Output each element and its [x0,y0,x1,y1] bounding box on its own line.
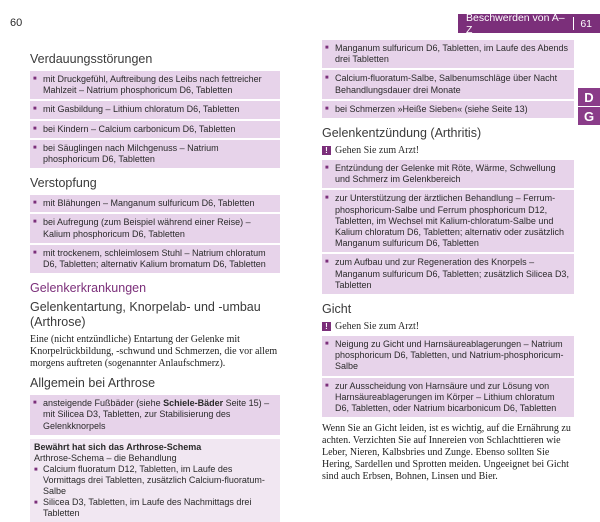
list-item: ■ mit Gasbildung – Lithium chloratum D6, Tabletten [30,101,280,118]
arthrose-description: Eine (nicht entzündliche) Entartung der Gelenke mit Knorpelrückbildung, -schwund und Schmerzen, die vor allem morgens auftreten (sogenannter Anlaufschmerz). [30,334,278,370]
list-item: ■ bei Säuglingen nach Milchgenuss – Natrium phosphoricum D6, Tabletten [30,140,280,168]
header-title: Beschwerden von A–Z [466,11,565,36]
list-item: ■ Manganum sulfuricum D6, Tabletten, im Laufe des Abends drei Tabletten [322,40,574,68]
warning-arthritis [322,145,574,156]
header-band [458,11,600,36]
warning-icon: ! [322,322,331,331]
header-separator [573,17,574,30]
warning-gicht [322,321,574,332]
box-item: ■ Calcium fluoratum D12, Tabletten, im Laufe des Vormittags drei Tabletten, zusätzlich Calcium-fluoratum-Salbe [34,464,276,497]
page-number-right: 61 [580,17,592,30]
page-number-left: 60 [10,17,23,29]
list-item: ■ zur Ausscheidung von Harnsäure und zur Lösung von Harnsäureablagerungen im Körper – Lithium chloratum D6, Tabletten, oder Natrium bicarbonicum D6, Tabletten [322,378,574,418]
left-column [30,40,280,522]
list-item: ■ Calcium-fluoratum-Salbe, Salbenumschläge über Nacht Behandlungsdauer drei Monate [322,70,574,98]
list-item: ■ Entzündung der Gelenke mit Röte, Wärme, Schwellung und Schmerz im Gelenkbereich [322,160,574,188]
warning-icon: ! [322,146,331,155]
list-schema-continued [322,40,574,118]
tab-g[interactable]: G [578,107,600,125]
heading-verstopfung: Verstopfung [30,176,97,191]
list-item-fussbaeder [30,395,280,435]
box-title: Bewährt hat sich das Arthrose-Schema [34,441,202,452]
list-item: ■ mit Druckgefühl, Auftreibung des Leibs nach fettreicher Mahlzeit – Natrium phosphoricum D6, Tabletten [30,71,280,99]
heading-arthrose: Gelenkentartung, Knorpelab- und -umbau (Arthrose) [30,300,261,330]
right-column [322,40,574,489]
tab-d[interactable]: D [578,88,600,106]
list-item: ■ bei Schmerzen »Heiße Sieben« (siehe Seite 13) [322,101,574,118]
box-item: ■ Silicea D3, Tabletten, im Laufe des Nachmittags drei Tabletten [34,497,276,519]
heading-gicht: Gicht [322,302,352,317]
section-heading-gelenkerkrankungen: Gelenkerkrankungen [30,281,147,296]
list-item: ■ bei Aufregung (zum Beispiel während einer Reise) – Kalium phosphoricum D6, Tabletten [30,214,280,242]
list-verstopfung [30,195,280,273]
list-item: ■ zur Unterstützung der ärztlichen Behandlung – Ferrum-phosphoricum-Salbe und Ferrum phosphoricum D12, Tabletten, im Wechsel mit Kalium-chloratum-Salbe und Kalium chloratum D6, Tabletten; alternativ oder zusätzlich Manganum sulfuricum D6, Tabletten [322,190,574,252]
list-gicht [322,336,574,417]
list-item: ■ Neigung zu Gicht und Harnsäureablagerungen – Natrium phosphoricum D6, Tabletten, und Natrium-phosphoricum-Salbe [322,336,574,376]
heading-allgemein: Allgemein bei Arthrose [30,376,156,391]
list-arthritis [322,160,574,294]
heading-verdauung: Verdauungsstörungen [30,52,153,66]
schiele-baeder-link: Schiele-Bäder [163,398,224,409]
heading-arthritis: Gelenkentzündung (Arthritis) [322,126,482,141]
list-item: ■ bei Kindern – Calcium carbonicum D6, Tabletten [30,121,280,138]
fussbaeder-text-post: Seite 15) – mit Silicea D3, Tabletten, zur Stabilisierung des Gelenkknorpels [43,398,270,431]
list-item: ■ mit Blähungen – Manganum sulfuricum D6, Tabletten [30,195,280,212]
box-subtitle: Arthrose-Schema – die Behandlung [34,452,177,463]
warning-text: Gehen Sie zum Arzt! [335,321,420,333]
list-verdauung [30,71,280,168]
arthrose-schema-box [30,439,280,522]
gicht-description: Wenn Sie an Gicht leiden, ist es wichtig, auf die Ernährung zu achten. Verzichten Sie auf Innereien von Schlachttieren wie Leber, Nieren, Kalbsbries und Zunge. Ebenso sollten Sie Hering, Sardellen und Sprotten meiden. Ungeeignet bei Gicht sind auch Erbsen, Bohnen, Linsen und Bier. [322,423,571,483]
warning-text: Gehen Sie zum Arzt! [335,145,420,157]
list-item: ■ mit trockenem, schleimlosem Stuhl – Natrium chloratum D6, Tabletten; alternativ Kalium bromatum D6, Tabletten [30,245,280,273]
fussbaeder-text-pre: ansteigende Fußbäder (siehe [43,398,164,409]
list-item: ■ zum Aufbau und zur Regeneration des Knorpels – Manganum sulfuricum D6, Tabletten; zusätzlich Silicea D3, Tabletten [322,254,574,294]
